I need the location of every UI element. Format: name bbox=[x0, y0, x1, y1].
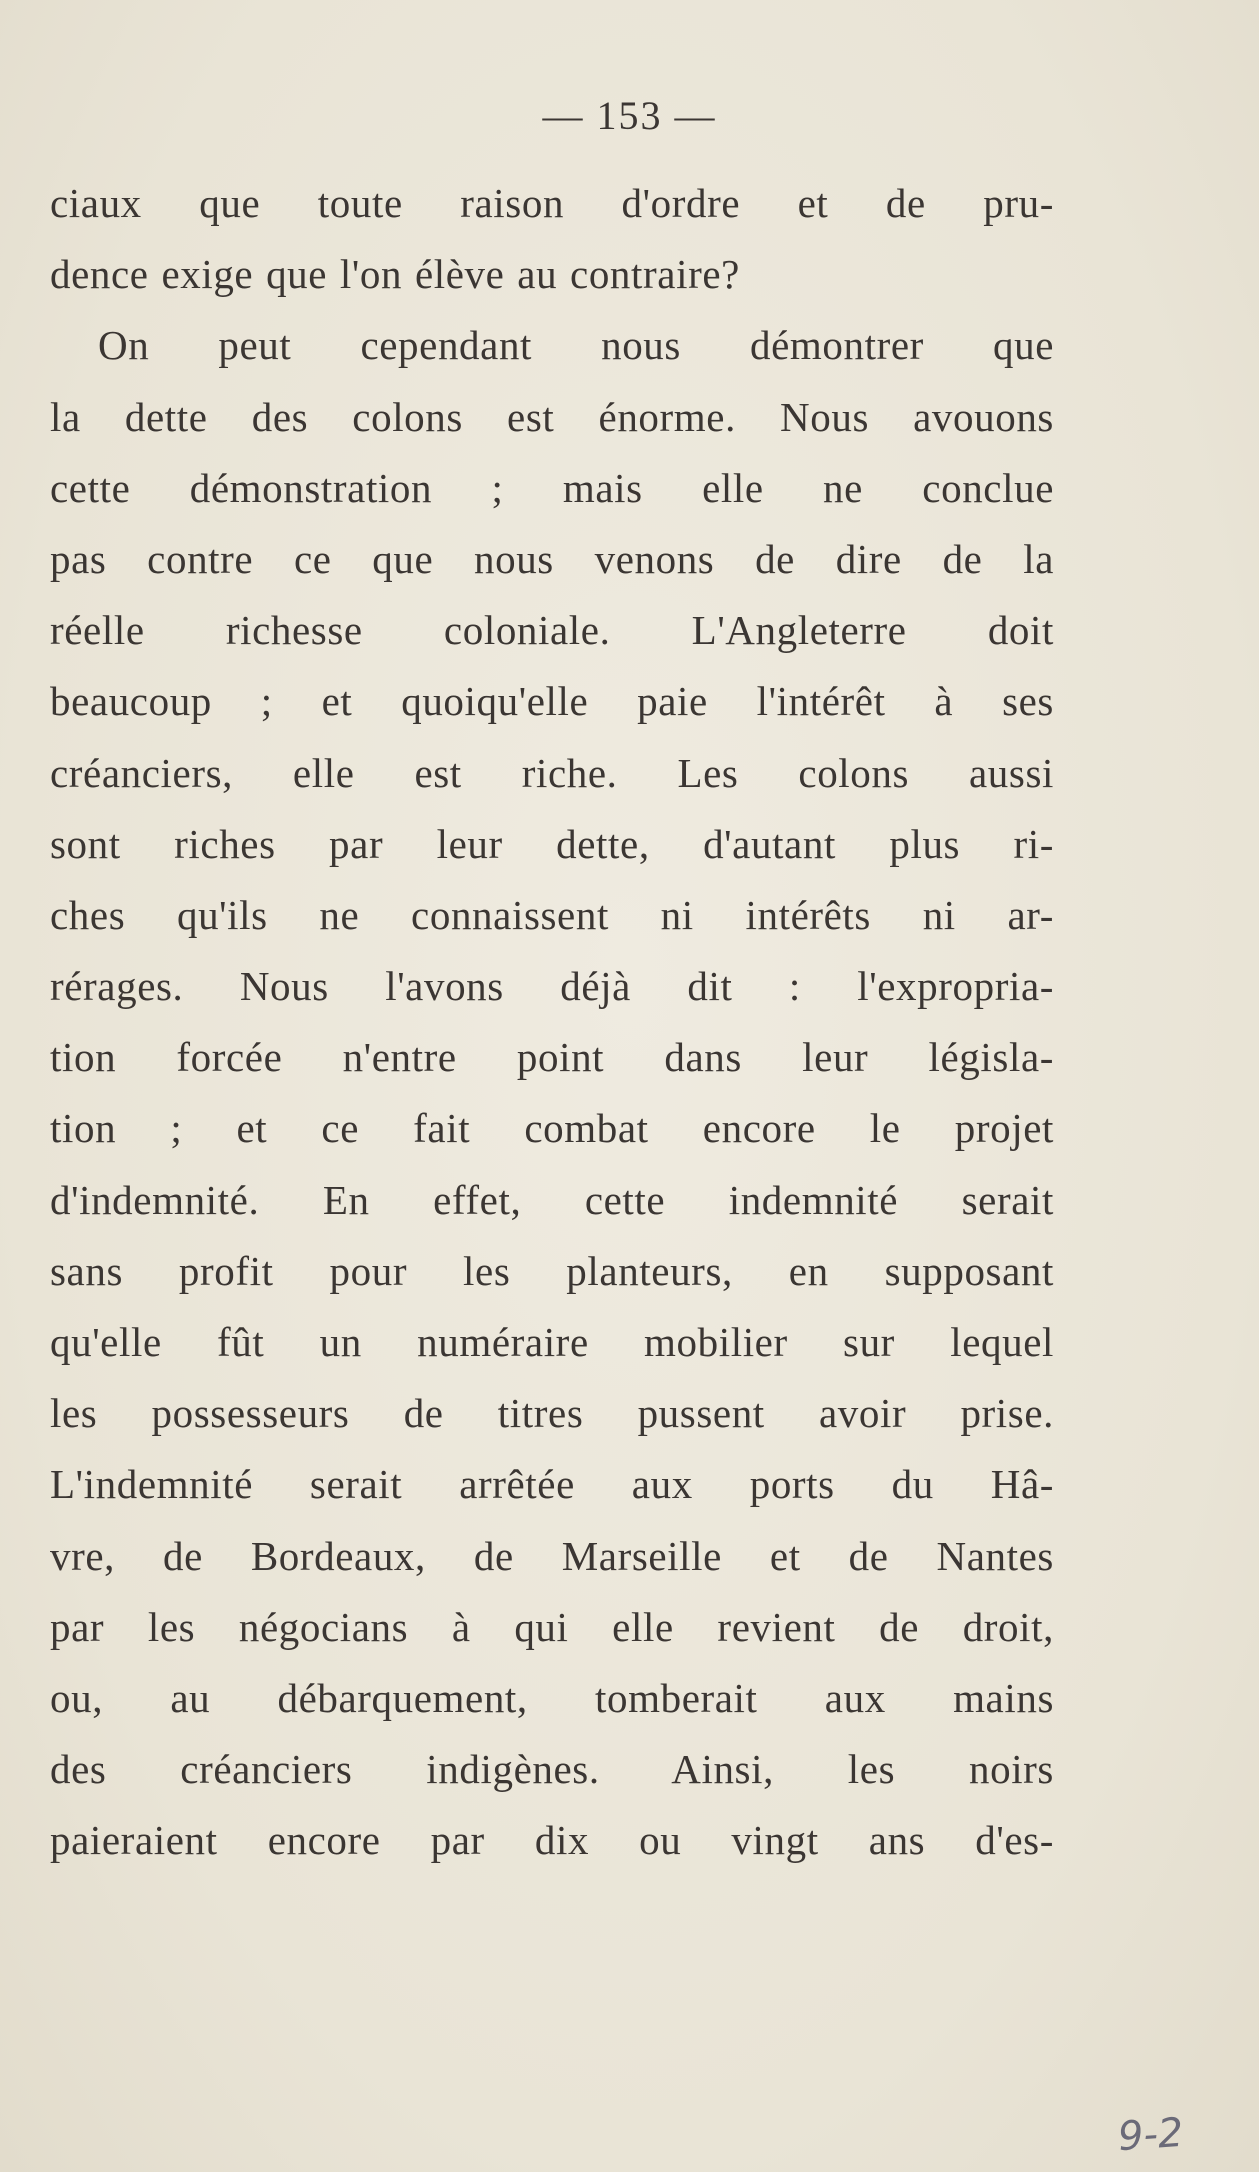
text-line: sont riches par leur dette, d'autant plus ri- bbox=[50, 820, 1054, 867]
text-line: pas contre ce que nous venons de dire de la bbox=[50, 535, 1054, 582]
text-line: beaucoup ; et quoiqu'elle paie l'intérêt à ses bbox=[50, 678, 1054, 725]
text-line: créanciers, elle est riche. Les colons aussi bbox=[50, 749, 1054, 796]
text-line: paieraient encore par dix ou vingt ans d'es- bbox=[50, 1817, 1054, 1864]
text-line: ou, au débarquement, tomberait aux mains bbox=[50, 1674, 1054, 1721]
text-line: tion forcée n'entre point dans leur législa- bbox=[50, 1034, 1054, 1081]
text-line: tion ; et ce fait combat encore le projet bbox=[50, 1105, 1054, 1152]
text-line: cette démonstration ; mais elle ne conclue bbox=[50, 464, 1054, 511]
text-line: On peut cependant nous démontrer que bbox=[98, 322, 1054, 369]
handwritten-note: 9-2 bbox=[1116, 2109, 1185, 2161]
text-line: ciaux que toute raison d'ordre et de pru- bbox=[50, 180, 1054, 226]
text-line: les possesseurs de titres pussent avoir prise. bbox=[50, 1390, 1054, 1437]
text-line: ches qu'ils ne connaissent ni intérêts ni ar- bbox=[50, 891, 1054, 938]
text-line: dence exige que l'on élève au contraire? bbox=[50, 251, 740, 298]
page-body-text bbox=[50, 168, 1054, 1877]
page-number-header: — 153 — bbox=[542, 93, 717, 138]
text-line: réelle richesse coloniale. L'Angleterre doit bbox=[50, 607, 1054, 654]
text-line: rérages. Nous l'avons déjà dit : l'expropria- bbox=[50, 963, 1054, 1010]
text-line: la dette des colons est énorme. Nous avouons bbox=[50, 393, 1054, 440]
text-line: par les négocians à qui elle revient de droit, bbox=[50, 1603, 1054, 1650]
text-line: vre, de Bordeaux, de Marseille et de Nantes bbox=[50, 1532, 1054, 1579]
text-line: qu'elle fût un numéraire mobilier sur lequel bbox=[50, 1319, 1054, 1365]
text-line: L'indemnité serait arrêtée aux ports du Hâ- bbox=[50, 1461, 1054, 1508]
text-line: sans profit pour les planteurs, en supposant bbox=[50, 1247, 1054, 1294]
text-line: d'indemnité. En effet, cette indemnité serait bbox=[50, 1176, 1054, 1223]
text-line: des créanciers indigènes. Ainsi, les noirs bbox=[50, 1746, 1054, 1793]
